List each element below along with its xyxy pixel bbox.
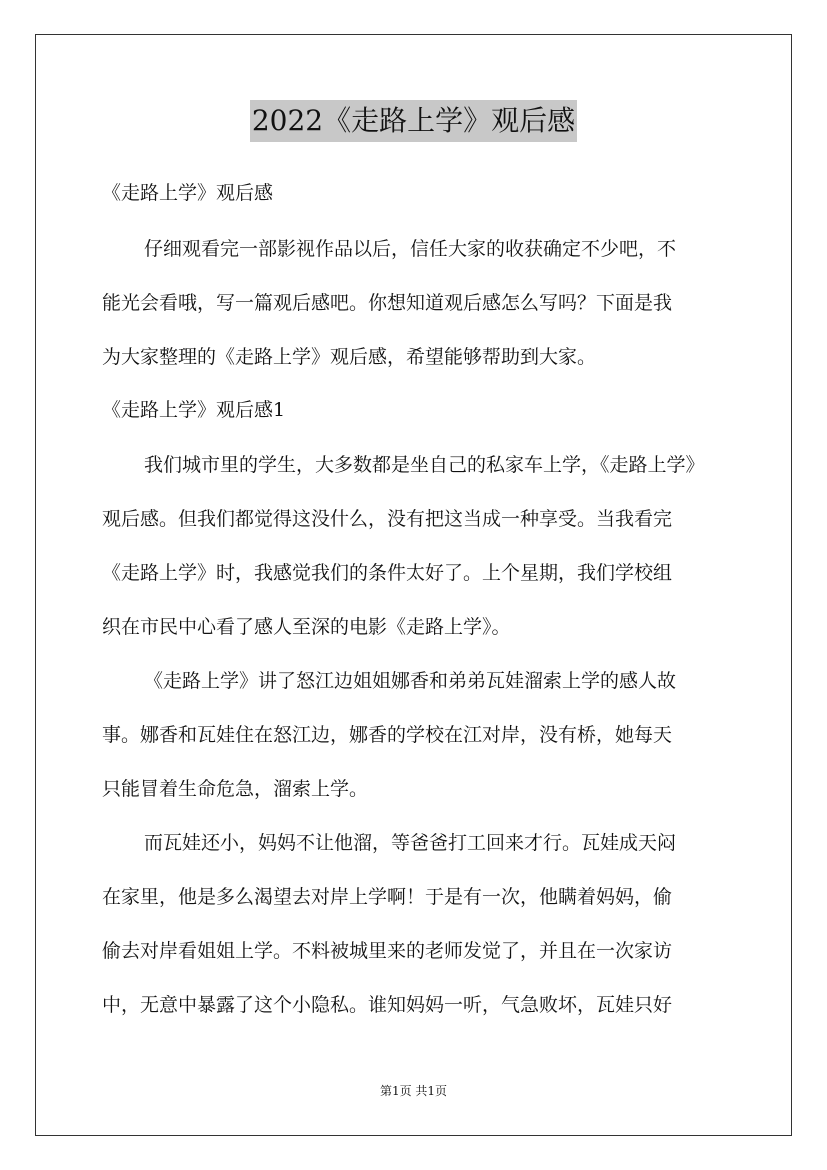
paragraph-line: 织在市民中心看了感人至深的电影《走路上学》。: [102, 616, 511, 638]
paragraph-line: 事。娜香和瓦娃住在怒江边，娜香的学校在江对岸，没有桥，她每天: [102, 724, 673, 746]
paragraph-line: 仔细观看完一部影视作品以后，信任大家的收获确定不少吧，不: [144, 238, 677, 260]
paragraph-line: 为大家整理的《走路上学》观后感，希望能够帮助到大家。: [102, 346, 597, 368]
paragraph-line: 中，无意中暴露了这个小隐私。谁知妈妈一听，气急败坏，瓦娃只好: [102, 994, 673, 1016]
section-heading: 《走路上学》观后感1: [102, 399, 286, 421]
paragraph-line: 而瓦娃还小，妈妈不让他溜，等爸爸打工回来才行。瓦娃成天闷: [144, 832, 677, 854]
paragraph-line: 观后感。但我们都觉得这没什么，没有把这当成一种享受。当我看完: [102, 508, 673, 530]
section-heading: 《走路上学》观后感: [102, 182, 274, 204]
paragraph-line: 我们城市里的学生，大多数都是坐自己的私家车上学，《走路上学》: [144, 454, 705, 476]
paragraph-line: 能光会看哦，写一篇观后感吧。你想知道观后感怎么写吗？下面是我: [102, 292, 673, 314]
paragraph-line: 《走路上学》讲了怒江边姐姐娜香和弟弟瓦娃溜索上学的感人故: [144, 670, 677, 692]
title-container: [0, 100, 827, 142]
paragraph-line: 《走路上学》时，我感觉我们的条件太好了。上个星期，我们学校组: [102, 562, 673, 584]
page-number-footer: 第1页 共1页: [379, 1084, 448, 1098]
document-title: 2022《走路上学》观后感: [250, 100, 577, 142]
paragraph-line: 只能冒着生命危急，溜索上学。: [102, 778, 369, 800]
paragraph-line: 在家里，他是多么渴望去对岸上学啊！于是有一次，他瞒着妈妈，偷: [102, 886, 673, 908]
paragraph-line: 偷去对岸看姐姐上学。不料被城里来的老师发觉了，并且在一次家访: [102, 940, 673, 962]
